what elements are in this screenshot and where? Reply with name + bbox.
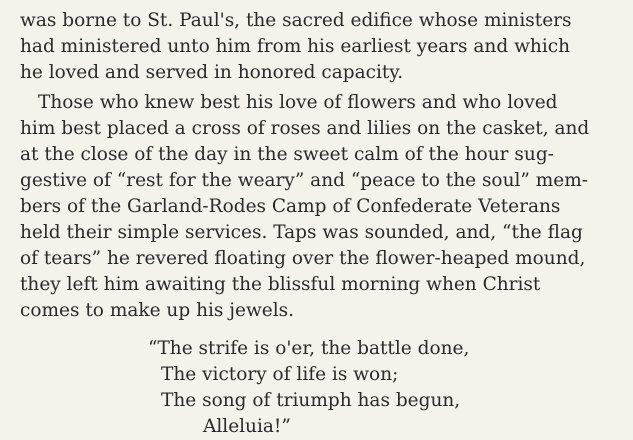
- paragraph-2-line-8: they left him awaiting the blissful morning when Christ: [20, 274, 541, 295]
- poem-line-1: “The strife is o'er, the battle done,: [148, 338, 470, 359]
- paragraph-2-line-4: gestive of “rest for the weary” and “peace to the soul” mem-: [20, 170, 589, 191]
- paragraph-2-line-2: him best placed a cross of roses and lilies on the casket, and: [20, 118, 590, 139]
- paragraph-2-line-5: bers of the Garland-Rodes Camp of Confederate Veterans: [20, 196, 561, 217]
- poem-line-3: The song of triumph has begun,: [161, 390, 461, 411]
- paragraph-2-line-3: at the close of the day in the sweet calm of the hour sug-: [20, 144, 554, 165]
- paragraph-1-line-2: had ministered unto him from his earliest years and which: [20, 36, 571, 57]
- paragraph-2-line-6: held their simple services. Taps was sounded, and, “the flag: [20, 222, 583, 243]
- paragraph-1-line-3: he loved and served in honored capacity.: [20, 62, 404, 83]
- paragraph-2-line-7: of tears” he revered floating over the flower-heaped mound,: [20, 248, 586, 269]
- paragraph-1-line-1: was borne to St. Paul's, the sacred edifice whose ministers: [20, 10, 572, 31]
- poem-line-4: Alleluia!”: [203, 416, 291, 437]
- paragraph-2-line-9: comes to make up his jewels.: [20, 300, 295, 321]
- poem-line-2: The victory of life is won;: [161, 364, 399, 385]
- paragraph-2-line-1: Those who knew best his love of flowers and who loved: [38, 92, 558, 113]
